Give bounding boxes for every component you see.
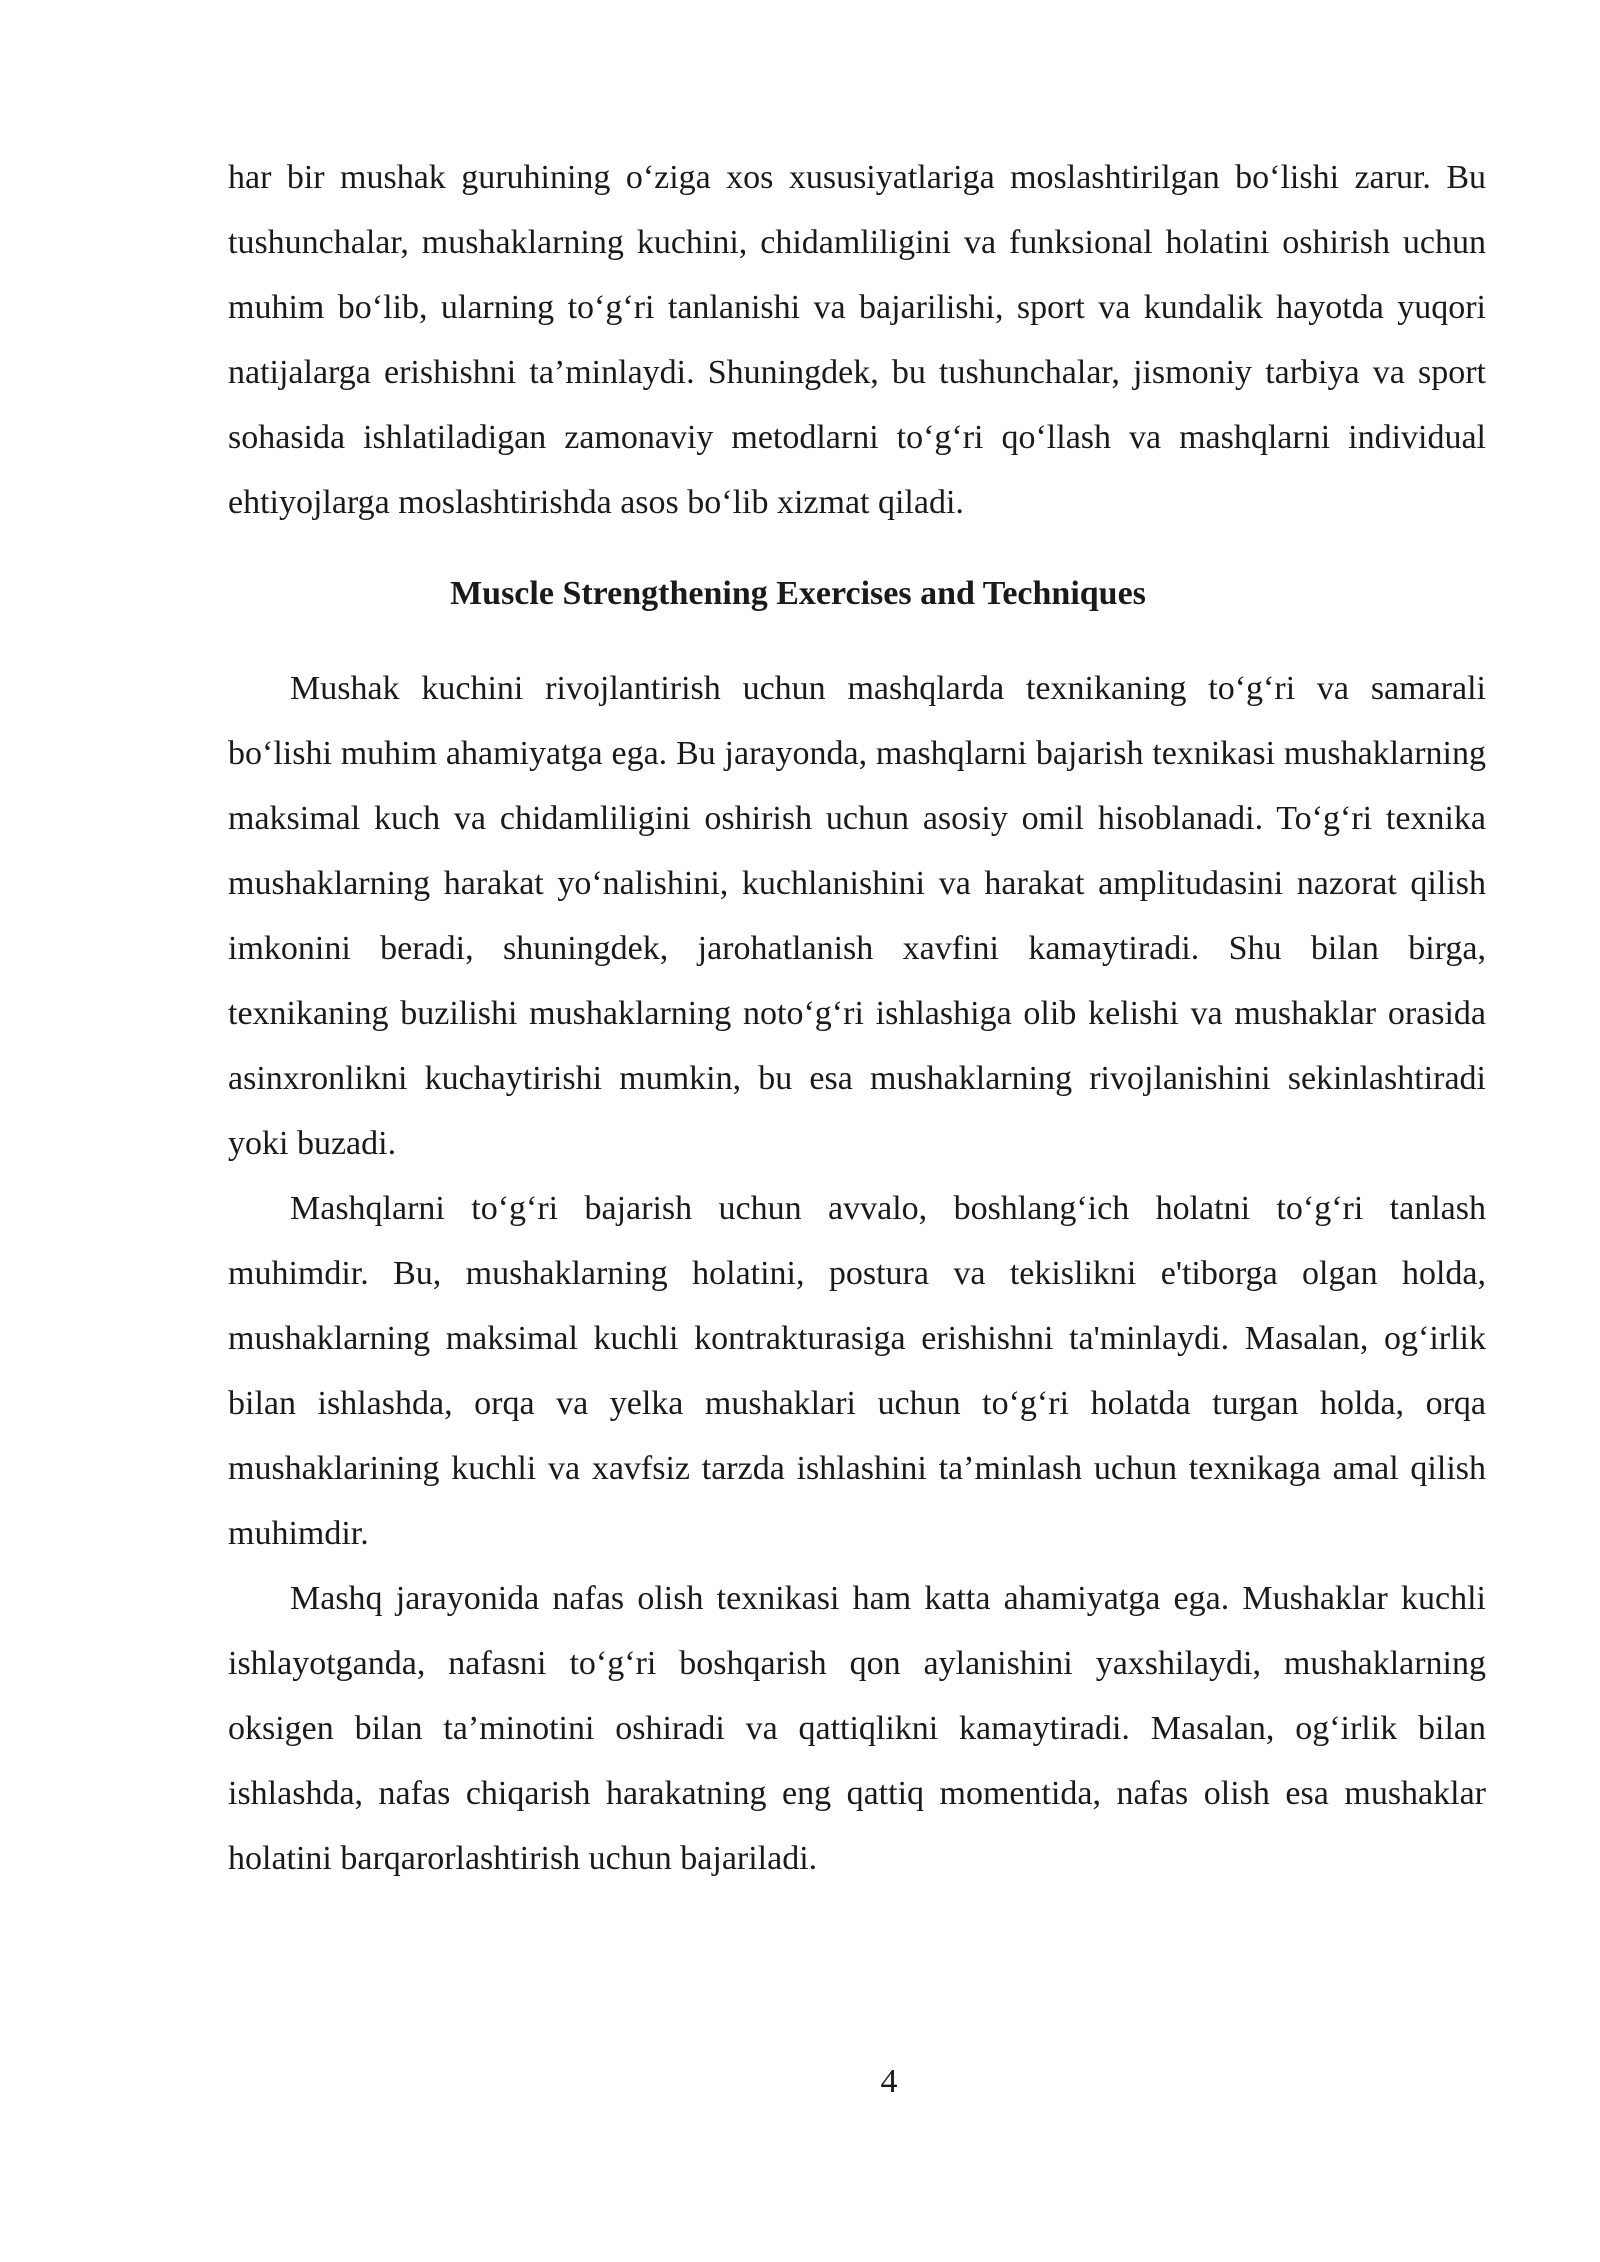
body-paragraph-technique: Mushak kuchini rivojlantirish uchun mashqlarda texnikaning to‘g‘ri va samarali bo‘lishi muhim ahamiyatga ega. Bu jarayonda, mashqlarni bajarish texnikasi mushaklarning maksimal kuch va chidamliligini oshirish uchun asosiy omil hisoblanadi. To‘g‘ri texnika mushaklarning harakat yo‘nalishini, kuchlanishini va harakat amplitudasini nazorat qilish imkonini beradi, shuningdek, jarohatlanish xavfini kamaytiradi. Shu bilan birga, texnikaning buzilishi mushaklarning noto‘g‘ri ishlashiga olib kelishi va mushaklar orasida asinxronlikni kuchaytirishi mumkin, bu esa mushaklarning rivojlanishini sekinlashtiradi yoki buzadi. [228,670,1486,1162]
section-heading: Muscle Strengthening Exercises and Techniques [450,575,1146,612]
page-number: 4 [880,2063,898,2100]
page-body [228,145,1486,1891]
body-paragraph-breathing: Mashq jarayonida nafas olish texnikasi ham katta ahamiyatga ega. Mushaklar kuchli ishlayotganda, nafasni to‘g‘ri boshqarish qon aylanishini yaxshilaydi, mushaklarning oksigen bilan ta’minotini oshiradi va qattiqlikni kamaytiradi. Masalan, og‘irlik bilan ishlashda, nafas chiqarish harakatning eng qattiq momentida, nafas olish esa mushaklar holatini barqarorlashtirish uchun bajariladi. [228,1580,1486,1877]
body-paragraph-starting-position: Mashqlarni to‘g‘ri bajarish uchun avvalo, boshlang‘ich holatni to‘g‘ri tanlash muhimdir. Bu, mushaklarning holatini, postura va tekislikni e'tiborga olgan holda, mushaklarning maksimal kuchli kontrakturasiga erishishni ta'minlaydi. Masalan, og‘irlik bilan ishlashda, orqa va yelka mushaklari uchun to‘g‘ri holatda turgan holda, orqa mushaklarining kuchli va xavfsiz tarzda ishlashini ta’minlash uchun texnikaga amal qilish muhimdir. [228,1190,1486,1552]
continuation-paragraph: har bir mushak guruhining o‘ziga xos xususiyatlariga moslashtirilgan bo‘lishi zarur. Bu tushunchalar, mushaklarning kuchini, chidamliligini va funksional holatini oshirish uchun muhim bo‘lib, ularning to‘g‘ri tanlanishi va bajarilishi, sport va kundalik hayotda yuqori natijalarga erishishni ta’minlaydi. Shuningdek, bu tushunchalar, jismoniy tarbiya va sport sohasida ishlatiladigan zamonaviy metodlarni to‘g‘ri qo‘llash va mashqlarni individual ehtiyojlarga moslashtirishda asos bo‘lib xizmat qiladi. [228,159,1486,521]
